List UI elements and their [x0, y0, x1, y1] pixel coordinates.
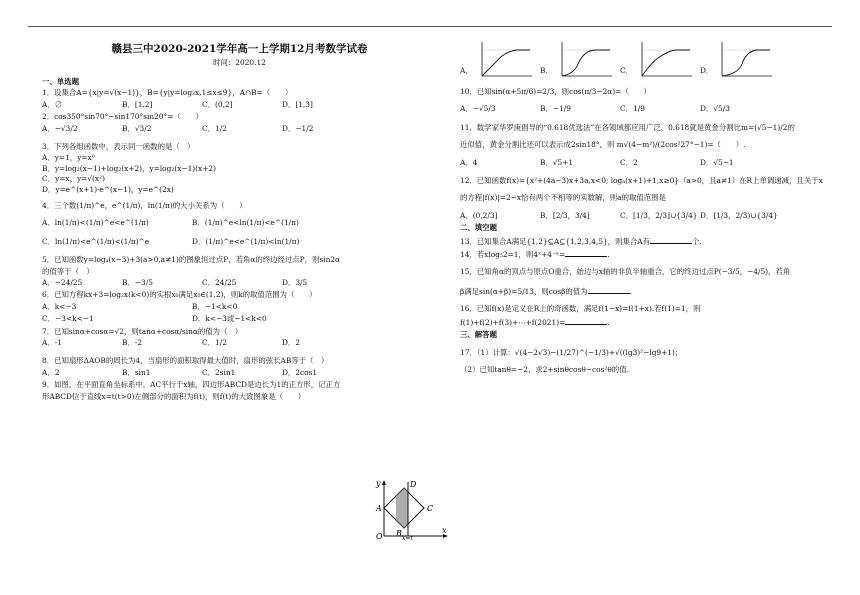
option: D．(1/π)^e<e^(1/π)<ln(1/π)	[192, 236, 300, 246]
option: C．1/2	[202, 338, 227, 348]
fig-point-d: D	[410, 480, 417, 489]
question-5-options	[42, 279, 437, 286]
option: D．2	[282, 338, 301, 348]
section-fill-in: 二、填空题	[460, 223, 497, 233]
question-6: 6．已知方程kx+3=log₂x(k<0)的实根x₀满足x₀∈(1,2)，则k的取值范围为（ ）	[42, 290, 317, 300]
option: B．√3/2	[122, 123, 152, 133]
question-1: 1．设集合A={x|y=√(x−1)}，B={y|y=log₃x,1≤x≤9}，A∩B=（ ）	[42, 88, 293, 98]
option: D．√5−1	[700, 157, 734, 167]
graph-label: C．	[620, 65, 634, 75]
section-solve: 三、解答题	[460, 330, 497, 340]
fig-line-label: x=t	[402, 535, 413, 540]
option: D．k<−3或−1<k<0	[192, 314, 267, 324]
question-4-options-ab	[42, 219, 437, 226]
option: B．(1/π)^e<ln(1/π)<e^(1/π)	[192, 218, 299, 228]
graph-option-d	[700, 40, 780, 80]
question-16-text: f(1)+f(2)+f(3)+⋯+f(2021)=	[460, 317, 566, 327]
fig-y-label: y	[376, 479, 381, 488]
option: D．[1/3，2/3)∪{3/4}	[700, 210, 778, 220]
option: B．[1,2]	[122, 99, 153, 109]
option: B．y=log₂(x−1)+log₂(x+2)，y=log₂(x−1)(x+2)	[42, 163, 216, 173]
question-11: 11．数学家华罗庚倡导的“0.618优选法”在各领域都应用广泛，0.618就是黄金分割比m=(√5−1)/2的	[460, 122, 795, 132]
option: C．ln(1/π)<e^(1/π)<(1/π)^e	[42, 236, 150, 246]
answer-blank	[588, 286, 630, 294]
option: A．k<−3	[42, 301, 77, 311]
option: A．2	[42, 367, 60, 377]
question-12-options	[460, 212, 830, 219]
question-9: 9．如图，在平面直角坐标系中，AC平行于x轴，四边形ABCD是边长为1的正方形，记正方	[42, 380, 341, 390]
option: A．−24/25	[42, 278, 83, 287]
option: B．-2	[122, 338, 143, 348]
graph-label: B．	[540, 65, 553, 75]
question-15-text: β满足sin(α+β)=5/13，则cosβ的值为	[460, 286, 588, 296]
question-5: 5．已知函数y=logₐ(x−3)+3(a>0,a≠1)的图象恒过点P，若角α的终边经过点P，则sin2α	[42, 255, 341, 265]
option: B．sin1	[122, 367, 151, 377]
question-9-graph-options	[460, 40, 830, 80]
graph-b-plot	[556, 40, 614, 80]
exam-time: 时间：2020.12	[213, 57, 266, 67]
option: C．24/25	[202, 278, 237, 287]
graph-label: D．	[700, 65, 714, 75]
question-15-end: .	[629, 286, 632, 296]
question-12-cont: 的方程|f(x)|=2−x恰有两个不相等的实数解，则a的取值范围是	[460, 193, 666, 203]
question-13-text: 13．已知集合A满足{1,2}⊆A⊆{1,2,3,4,5}，则集合A有	[460, 236, 650, 246]
option: C．2sin1	[202, 367, 236, 377]
question-7-options	[42, 339, 437, 346]
question-14-end: .	[607, 250, 610, 260]
question-8-options	[42, 369, 437, 376]
option: D．−1/2	[282, 123, 314, 133]
answer-blank	[565, 249, 610, 260]
question-4-options-cd	[42, 238, 437, 245]
option: A．-1	[42, 338, 62, 348]
question-16: 16．已知f(x)是定义在R上的奇函数，满足f(1−x)=f(1+x).若f(1)=1，则	[460, 304, 701, 314]
question-4: 4．三个数(1/π)^e，e^(1/π)，ln(1/π)的大小关系为（ ）	[42, 200, 247, 210]
question-10: 10．已知sin(α+5π/6)=2/3，则cos(π/3−2α)=（ ）	[460, 87, 651, 96]
question-15: 15．已知角α的顶点与原点O重合，始边与x轴的非负半轴重合，它的终边过点P(−3/5，−4/5)，若角	[460, 267, 791, 277]
question-15-cont	[460, 286, 830, 295]
option: D．[1,3]	[282, 99, 313, 109]
option: C．y=x，y=√(x²)	[42, 174, 105, 184]
answer-blank	[565, 317, 610, 327]
right-column	[460, 34, 830, 377]
question-13	[460, 236, 830, 245]
option: C．2	[620, 157, 638, 167]
option: A．−√5/3	[460, 104, 496, 114]
fig-point-b: B	[396, 529, 402, 538]
option: C．1/9	[620, 104, 645, 114]
question-7: 7．已知sinα+cosα=√2，则tanα+cosα/sinα的值为（ ）	[42, 326, 243, 336]
section-single-choice: 一、单选题	[42, 76, 79, 86]
question-3: 3．下列各组函数中，表示同一函数的是（ ）	[42, 141, 195, 151]
top-rule	[28, 26, 832, 27]
fig-origin-label: O	[376, 532, 383, 540]
graph-a-plot	[476, 40, 534, 80]
option: D．2cos1	[282, 367, 318, 377]
option: A．(0,2/3]	[460, 210, 498, 220]
option: C．−3<k<−1	[42, 314, 94, 324]
option: C．(0,2]	[202, 99, 233, 109]
question-6-options-cd	[42, 315, 437, 322]
graph-label: A．	[460, 65, 473, 75]
question-11-options	[460, 159, 830, 166]
question-10-options	[460, 105, 830, 112]
option: C．1/2	[202, 123, 227, 133]
question-2: 2．cos350°sin70°−sin170°sin20°=（ ）	[42, 112, 203, 122]
question-2-options	[42, 125, 437, 132]
question-16-end: .	[607, 317, 610, 327]
graph-c-plot	[636, 40, 694, 80]
option: B．[2/3，3/4]	[540, 210, 590, 220]
option: A．y=1，y=x⁰	[42, 153, 95, 163]
graph-d-plot	[716, 40, 774, 80]
graph-option-c	[620, 40, 700, 80]
question-9-cont: 形ABCD位于直线x=t(t>0)左侧部分的面积为f(t)，则f(t)的大致图象是（ ）	[42, 391, 306, 401]
option: C．[1/3，2/3]∪{3/4}	[620, 210, 698, 220]
option: A．ln(1/π)<(1/π)^e<e^(1/π)	[42, 218, 149, 228]
question-11-cont: 近似值，黄金分割比还可以表示成2sin18°，则 m√(4−m²)/(2cos²27°−1)=（ ）.	[460, 140, 746, 150]
question-12: 12．已知函数f(x)={x²+(4a−3)x+3a,x<0; logₐ(x+1)+1,x≥0}（a>0，且a≠1）在R上单调递减，且关于x	[460, 176, 823, 186]
option: D．√5/3	[700, 104, 730, 114]
left-column	[42, 34, 437, 404]
fig-x-label: x	[442, 526, 447, 535]
question-14	[460, 249, 830, 258]
option: D．y=e^(x+1)·e^(x−1)，y=e^(2x)	[42, 184, 174, 194]
question-17-part-2: （2）已知tanθ=−2，求2+sinθcosθ−cos²θ的值.	[460, 364, 629, 374]
fig-point-c: C	[427, 504, 434, 513]
option: B．−1<k<0	[192, 301, 238, 311]
answer-blank	[650, 236, 692, 244]
exam-title: 赣县三中2020-2021学年高一上学期12月考数学试卷	[111, 43, 368, 55]
square-figure	[372, 478, 450, 540]
option: A．4	[460, 157, 478, 167]
question-6-options-ab	[42, 303, 437, 310]
fig-point-a: A	[376, 504, 382, 513]
option: A．−√3/2	[42, 123, 78, 133]
question-8: 8．已知扇形ΔAOB的周长为4，当扇形的面积取得最大值时，扇形的弦长AB等于（ ）	[42, 356, 329, 366]
question-1-options	[42, 101, 437, 108]
option: B．−1/9	[540, 104, 571, 114]
question-16-cont	[460, 317, 830, 326]
question-5-cont: 的值等于（ ）	[42, 266, 94, 276]
question-17: 17．（1）计算：√(4−2√3)−(1/27)^(−1/3)+√((lg3)²−lg9+1)；	[460, 347, 683, 357]
graph-option-b	[540, 40, 620, 80]
option: D．3/5	[282, 278, 308, 287]
question-14-text: 14．若xlog₅2=1，则4ˣ+4⁻ˣ=	[460, 250, 566, 260]
option: B．√5+1	[540, 157, 574, 167]
option: B．−3/5	[122, 278, 153, 287]
option: A．∅	[42, 99, 63, 109]
question-13-end: 个.	[691, 236, 702, 246]
graph-option-a	[460, 40, 540, 80]
